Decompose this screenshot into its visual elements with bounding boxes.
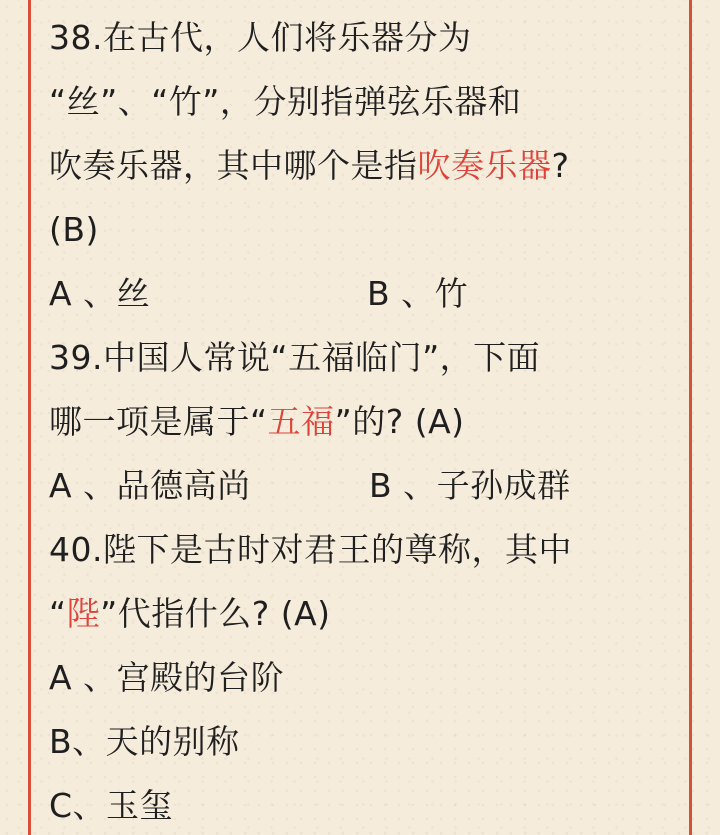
q38-line-3	[49, 144, 570, 188]
q40-option-b: B、天的别称	[49, 722, 240, 761]
q39-line-2-text: 哪一项是属于“	[49, 402, 268, 441]
q40-open-quote: “	[49, 594, 67, 633]
right-border-rule	[689, 0, 692, 835]
q40-line-2	[49, 592, 331, 636]
q38-answer: (B)	[49, 210, 99, 249]
q40-highlight: 陛	[66, 594, 101, 633]
q39-line-1: 39.中国人常说“五福临门”，下面	[49, 338, 541, 377]
q38-highlight: 吹奏乐器	[417, 146, 552, 185]
q39-options	[49, 464, 689, 508]
q38-question-mark: ?	[551, 146, 570, 185]
q38-option-a: A 、丝	[49, 274, 151, 313]
q38-line-2: “丝”、“竹”，分别指弹弦乐器和	[49, 82, 522, 121]
q39-highlight: 五福	[267, 402, 335, 441]
q38-options	[49, 272, 689, 316]
q40-option-a: A 、宫殿的台阶	[49, 658, 285, 697]
q39-option-b: B 、子孙成群	[369, 466, 571, 505]
q39-line-2	[49, 400, 465, 444]
q40-option-c: C、玉玺	[49, 786, 174, 825]
q39-option-a: A 、品德高尚	[49, 466, 251, 505]
q40-line-2-tail: ”代指什么? (A)	[100, 594, 331, 633]
q38-option-b: B 、竹	[367, 274, 469, 313]
q40-line-1: 40.陛下是古时对君王的尊称，其中	[49, 530, 572, 569]
left-border-rule	[28, 0, 31, 835]
q38-line-1: 38.在古代，人们将乐器分为	[49, 18, 472, 57]
q39-line-2-tail: ”的? (A)	[334, 402, 465, 441]
q38-line-3-text: 吹奏乐器，其中哪个是指	[49, 146, 418, 185]
